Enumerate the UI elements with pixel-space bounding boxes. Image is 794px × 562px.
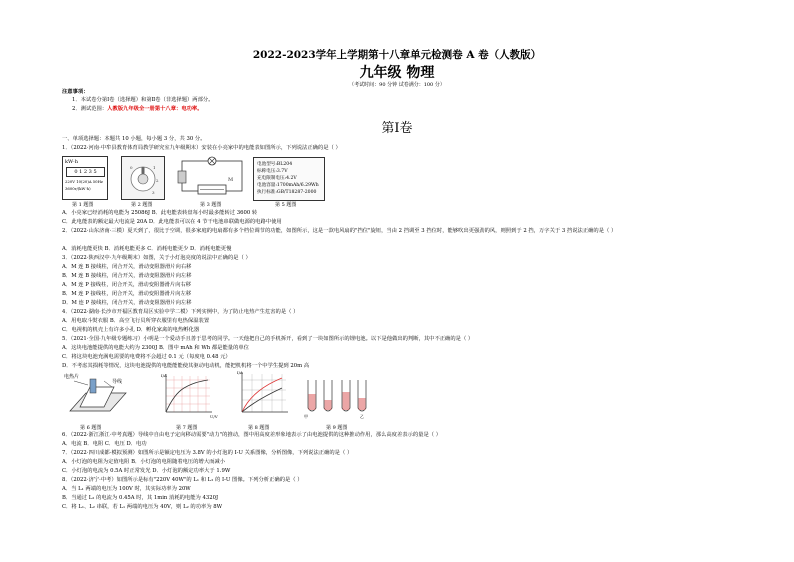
q1-options-cd: C．此电能表的额定最大电流是 20A D．此电能表可以在 4 节干电池串联做电源的电路中使用 [62, 219, 282, 225]
caption-fig-3: 第 3 题图 [200, 202, 222, 208]
q6-options: A．电流 B．电阻 C．电压 D．电功 [62, 441, 147, 447]
q3-option-5: D．M 连 P 接线柱，闭合开关，滑动变阻器滑片向左移 [62, 300, 192, 306]
caption-fig-1: 第 1 题图 [72, 202, 94, 208]
svg-text:I/A: I/A [237, 370, 243, 375]
notes-line-2-highlight: 人教版九年级全一册第十八章：电功率。 [107, 106, 203, 112]
q3-option-2: B．M 连 B 接线柱，闭合开关，滑动变阻器滑片向左移 [62, 273, 192, 279]
battery-line-2: 标称电压:3.7V [257, 169, 288, 174]
q1-options-ab: A．小亮家已经消耗的电能为 25086J B．此电能表转盘每小时最多能转过 3600 转 [62, 210, 258, 216]
page-title: 2022-2023学年上学期第十八章单元检测卷 A 卷（人教版） [252, 49, 542, 61]
coil-label: 电热片 [64, 374, 80, 380]
q7-options-cd: C．小灯泡的电流为 0.5A 时正常发光 D．小灯泡的额定功率大于 1.9W [62, 468, 231, 474]
meter-unit: kW·h [65, 159, 78, 165]
q8-option-c: C．将 L₁、L₂ 串联，若 L₁ 两端的电压为 40V，则 L₂ 的功率为 8W [62, 504, 223, 510]
svg-text:甲: 甲 [304, 414, 308, 419]
question-2: 2．（2022·山东济南·三模）夏天到了，很比于空调，很多家庭的电扇都有多个档位调节的功能，如图所示，这是一款电风扇的"挡位"旋钮，当由 2 挡调至 3 挡位时，能够吹出更强劲的风，则照到于 2 挡，万字关于 3 挡说法正确的是（ ） [62, 228, 617, 234]
q5-options-ab: A．这块电池能提供的电能大约为 2300J B．图中 mAh 和 Wh 都是能量的单位 [62, 345, 249, 351]
meter-rating: 220V 10(20)A 50Hz [65, 179, 103, 184]
fan-knob-figure [121, 156, 165, 200]
svg-text:0: 0 [130, 165, 133, 170]
notes-line-2-prefix: 2．测试范围： [72, 106, 108, 112]
question-7: 7．（2022·四川成都·模拟预测）如图所示是额定电压为 3.8V 的小灯泡的 I-U 关系图像，分析图像，下列说法正确的是（ ） [62, 450, 353, 456]
battery-line-1: 电池型号:BL204 [257, 162, 293, 167]
notes-heading: 注意事项： [62, 89, 89, 95]
q8-option-b: B．当通过 L₂ 的电流为 0.45A 时，其 1min 消耗的电能为 4320J [62, 495, 219, 501]
question-5: 5．（2021·全国·九年级专题练习）小明是一个爱动手且善于思考的同学。一天他把自己的手机拆开，看到了一块如图所示的锂电池。以下是他做出的判断，其中不正确的是（ ） [62, 336, 474, 342]
caption-fig-2: 第 2 题图 [131, 202, 153, 208]
notes-line-2 [72, 106, 203, 114]
knob-icon [122, 157, 164, 199]
question-8: 8．（2022·济宁·中考）如图所示是标有"220V 40W"的 L₁ 和 L₂ 的 I-U 图像。下列分析正确的是（ ） [62, 477, 303, 483]
q5-option-d: D．不考虑其损耗等情况，这块电池提供的电能能能使其驱动电动机，能把机机将一个中学生提到 20m 高 [62, 363, 310, 369]
electric-meter-figure [62, 156, 108, 200]
iu-graph-figure-7 [160, 372, 216, 420]
caption-fig-8: 第 8 题图 [248, 425, 270, 431]
q4-options-ab: A．用电取斗熨衣服 B．高空飞行员所穿衣服里有电热保温装置 [62, 318, 210, 324]
question-3: 3．（2022·陕西汉中·九年级期末）如图，关于小灯泡亮度的说法中正确的是（ ） [62, 255, 251, 261]
svg-text:1: 1 [153, 165, 156, 170]
battery-line-3: 充电限制电压:4.2V [257, 176, 297, 181]
question-1: 1．（2022·河南·中牟县教育体育局教学研究室九年级期末）安装在小亮家中的电能表如图所示，下列说法正确的是（ ） [62, 145, 341, 151]
battery-figure [253, 157, 325, 201]
part-heading: 一、单项选择题：本题共 10 小题，每小题 3 分，共 30 分。 [62, 136, 206, 142]
svg-text:乙: 乙 [360, 414, 364, 419]
q7-options-ab: A．小灯泡的电阻为定值电阻 B．小灯泡的电阻随着电压的增大而减小 [62, 459, 226, 465]
caption-fig-7: 第 7 题图 [176, 425, 198, 431]
q3-option-1: A．M 连 B 接线柱，闭合开关，滑动变阻器滑片向右移 [62, 264, 192, 270]
notes-line-1: 1．本试卷分第Ⅰ卷（选择题）和第Ⅱ卷（非选择题）两部分。 [72, 97, 214, 103]
section-title: 第Ⅰ卷 [381, 121, 413, 136]
q5-option-c: C．将这块电池充满电需要的电费将不会超过 0.1 元（每度电 0.48 元） [62, 354, 231, 360]
q3-option-3: A．M 连 P 接线柱，闭合开关，滑动变阻器滑片向右移 [62, 282, 192, 288]
q3-option-4: B．M 连 P 接线柱，闭合开关，滑动变阻器滑片向左移 [62, 291, 192, 297]
svg-text:U/V: U/V [210, 414, 218, 419]
caption-fig-5: 第 5 题图 [275, 202, 297, 208]
q2-options: A．消耗电能更快 B．消耗电能更多 C．消耗电能更少 D．消耗电能更慢 [62, 246, 232, 252]
wire-label: 导线 [112, 379, 123, 385]
caption-fig-9: 第 9 题图 [326, 425, 348, 431]
battery-line-5: 执行标准:GB/T18287-2000 [257, 190, 317, 195]
circuit-figure-3 [178, 155, 248, 199]
meter-constant: 3600r/(kW·h) [65, 186, 91, 191]
svg-text:I/A: I/A [161, 373, 167, 378]
svg-text:M: M [228, 177, 234, 183]
u-tube-figure-9 [302, 374, 372, 420]
question-6: 6．（2022·浙江浙江·中考真题）导线中自由电子定向移动需要"动力"的推动，图中用高度差形象地表示了由电池提供的这种推动作用，那么高度差表示的量是（ ） [62, 432, 442, 438]
iu-graph-figure-8 [236, 370, 290, 420]
meter-digits: 0 1 2 3 5 [66, 167, 105, 177]
battery-line-4: 电池容量:1700mAh/6.29Wh [257, 183, 319, 188]
exam-meta: （考试时间：90 分钟 试卷满分：100 分） [349, 82, 445, 88]
caption-fig-6: 第 6 题图 [80, 425, 102, 431]
q8-option-a: A．当 L₁ 两端的电压为 100V 时，其实际功率为 20W [62, 486, 191, 492]
q4-options-cd: C．电视机的机壳上有许多小孔 D．孵化家禽的电热孵化器 [62, 327, 200, 333]
svg-text:2: 2 [156, 178, 159, 183]
question-4: 4．（2022·湖南·长沙市开福区教育局区实验中学二模）下列实例中，为了防止电热产生危害的是（ ） [62, 309, 299, 315]
page-subtitle: 九年级 物理 [359, 65, 435, 81]
svg-text:3: 3 [152, 190, 155, 195]
